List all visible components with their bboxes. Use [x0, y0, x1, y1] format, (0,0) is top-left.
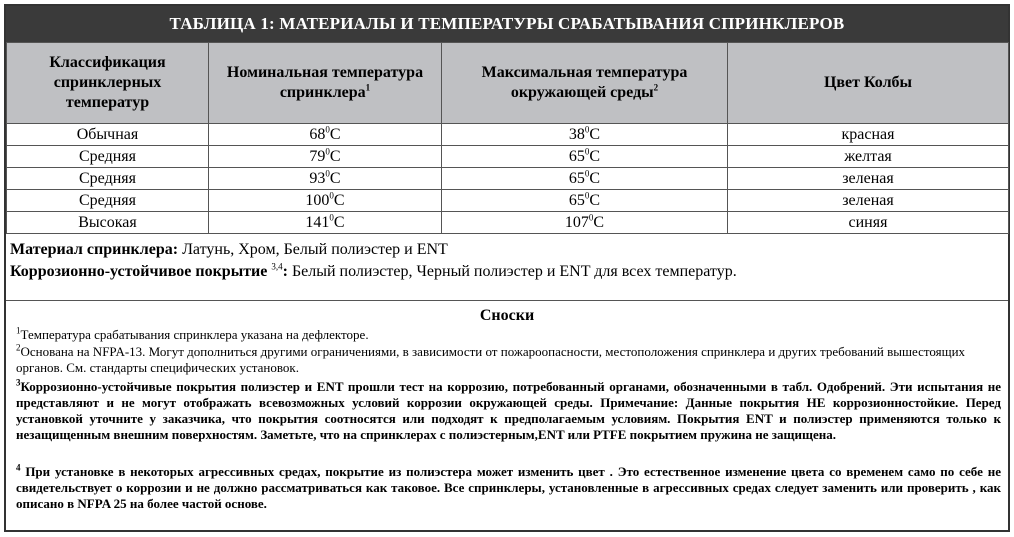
footnotes-title: Сноски: [479, 307, 535, 324]
section-divider: [6, 300, 1008, 301]
material-text: Латунь, Хром, Белый полиэстер и ENT: [178, 241, 448, 258]
header-bulb-color: Цвет Колбы: [728, 43, 1009, 124]
cell-bulb-color: красная: [728, 124, 1009, 146]
cell-nominal-temp: $68^0C$: [209, 124, 442, 146]
cell-classification: Высокая: [7, 212, 209, 234]
temperature-table: [6, 42, 1009, 234]
header-nominal-temp: Номинальная температура спринклера$^1$: [209, 43, 442, 124]
footnote-3: $^3$Коррозионно-устойчивые покрытия полиэстер и ENT прошли тест на коррозию, потребованный органами, обозначенными в табл. Одобрений. Эти испытания не представляют и не могут отображать всевозможных условий коррозии окружающей среды. Примечание: Данные покрытия НЕ коррозионностойкие. Перед установкой уточните у заказчика, что покрытия соотносятся или подходят к предполагаемым условиям. Покрытия ENT и полиэстер применяются только к незащищенным внешним поверхностям. Заметьте, что на спринклерах с полиэстерным,ENT или PTFE покрытием пружина не защищена.: [16, 377, 1001, 442]
cell-max-temp: $38^0C$: [442, 124, 728, 146]
cell-classification: Средняя: [7, 168, 209, 190]
header-max-ambient-temp: Максимальная температура окружающей среды$^2$: [442, 43, 728, 124]
table-row: [7, 146, 1009, 168]
cell-classification: Средняя: [7, 146, 209, 168]
table-row: [7, 124, 1009, 146]
cell-bulb-color: зеленая: [728, 168, 1009, 190]
cell-nominal-temp: $93^0C$: [209, 168, 442, 190]
specs-sheet: [4, 4, 1010, 532]
coating-text: Белый полиэстер, Черный полиэстер и ENT для всех температур.: [287, 263, 737, 280]
cell-bulb-color: желтая: [728, 146, 1009, 168]
cell-max-temp: $65^0C$: [442, 190, 728, 212]
cell-nominal-temp: $100^0C$: [209, 190, 442, 212]
cell-nominal-temp: $79^0C$: [209, 146, 442, 168]
table-row: [7, 212, 1009, 234]
coating-label: Коррозионно-устойчивое покрытие: [10, 263, 268, 280]
footnote-4: $^4$ При установке в некоторых агрессивных средах, покрытие из полиэстера может изменить цвет . Это естественное изменение цвета со временем само по себе не свидетельствует о коррозии и не должно рассматриваться как таковое. Все спринклеры, установленные в агрессивных средах следует заменить или проверить , как описано в NFPA 25 на более частой основе.: [16, 462, 1001, 511]
table-title: ТАБЛИЦА 1: МАТЕРИАЛЫ И ТЕМПЕРАТУРЫ СРАБАТЫВАНИЯ СПРИНКЛЕРОВ: [6, 6, 1008, 42]
footnote-2: $^2$Основана на NFPA-13. Могут дополниться другими ограничениями, в зависимости от пожароопасности, местоположения спринклера и других требований вышестоящих органов. См. стандарты специфических установок.: [16, 342, 966, 375]
coating-line: Коррозионно-устойчивое покрытие $^{3,4}$: Белый полиэстер, Черный полиэстер и ENT для всех температур.: [10, 261, 737, 280]
material-line: [10, 239, 1000, 261]
table-header-row: [7, 43, 1009, 124]
footnote-1: $^1$Температура срабатывания спринклера указана на дефлекторе.: [16, 325, 369, 342]
cell-max-temp: $65^0C$: [442, 168, 728, 190]
cell-classification: Обычная: [7, 124, 209, 146]
material-block: [10, 239, 1000, 283]
cell-bulb-color: зеленая: [728, 190, 1009, 212]
cell-nominal-temp: $141^0C$: [209, 212, 442, 234]
cell-max-temp: $65^0C$: [442, 146, 728, 168]
table-row: [7, 190, 1009, 212]
header-classification: Классификация спринклерных температур: [7, 43, 209, 124]
cell-classification: Средняя: [7, 190, 209, 212]
table-row: [7, 168, 1009, 190]
material-label: Материал спринклера:: [10, 241, 179, 258]
cell-bulb-color: синяя: [728, 212, 1009, 234]
cell-max-temp: $107^0C$: [442, 212, 728, 234]
